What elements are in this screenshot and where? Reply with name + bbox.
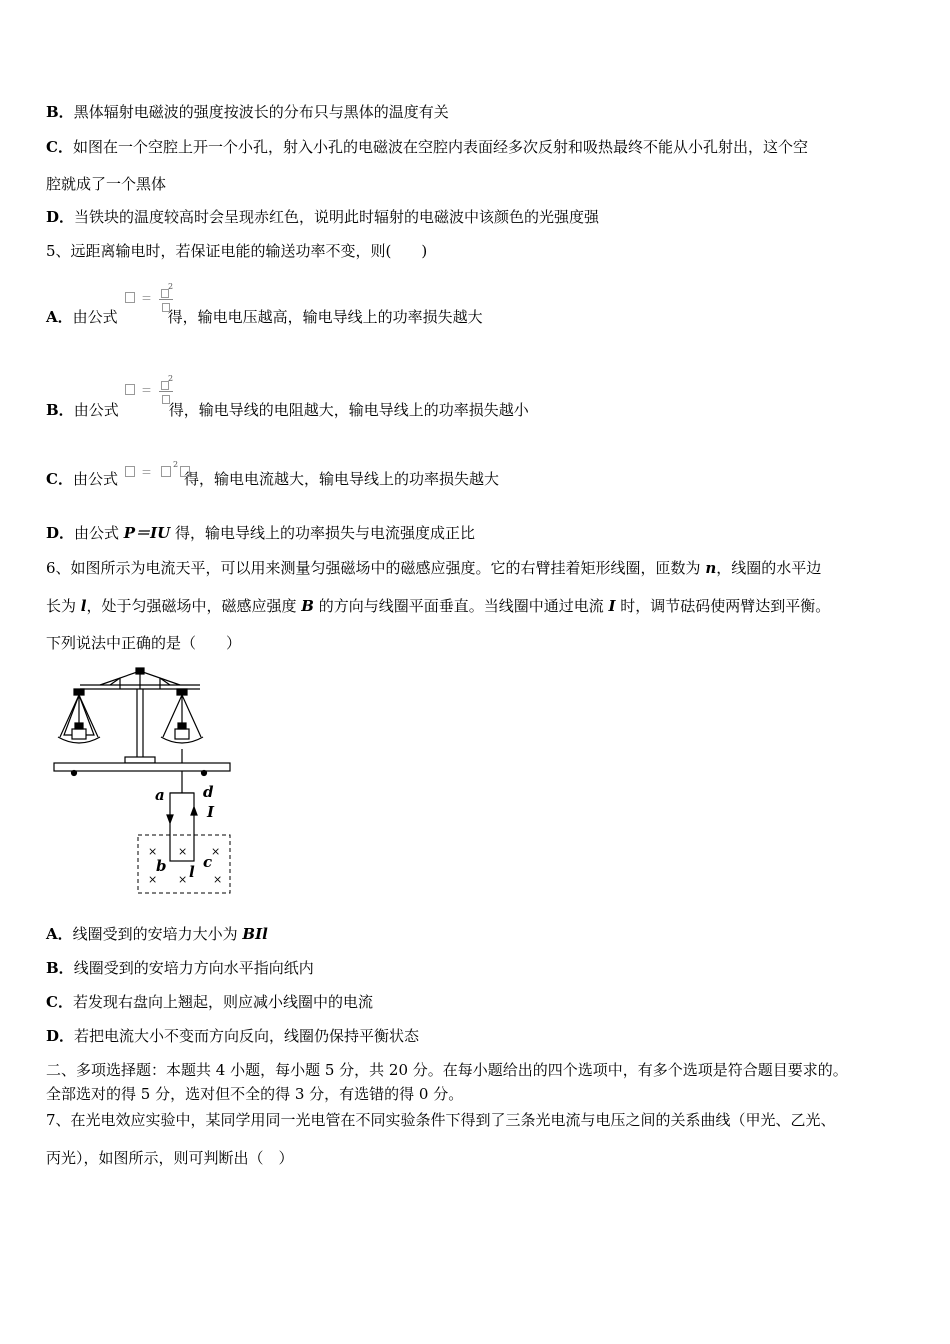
current-balance-figure — [50, 665, 240, 900]
field-cross: × — [178, 845, 188, 858]
fraction-bar — [159, 391, 173, 392]
q6-option-a — [46, 924, 268, 944]
stem-text: 下列说法中正确的是（ ） — [46, 634, 242, 652]
option-text: 线圈受到的安培力方向水平指向纸内 — [73, 959, 314, 977]
formula-exp: 2 — [168, 282, 174, 291]
formula-exp: 2 — [173, 460, 179, 469]
option-text: 得，输电电流越大，输电导线上的功率损失越大 — [183, 470, 499, 488]
stem-text: 6、如图所示为电流天平，可以用来测量匀强磁场中的磁感应强度。它的右臂挂着矩形线圈，匝数为 — [46, 559, 706, 577]
q5-option-d — [46, 523, 475, 543]
q6-stem-line-1 — [46, 558, 821, 578]
option-label: B． — [46, 103, 74, 121]
formula-eq: ＝ — [141, 292, 152, 305]
label-d: d — [203, 783, 214, 801]
option-text: 得，输电电压越高，输电导线上的功率损失越大 — [167, 308, 483, 326]
option-prefix: 由公式 — [74, 524, 124, 542]
option-label: C． — [46, 993, 73, 1011]
label-c: c — [203, 853, 213, 871]
option-text: 若把电流大小不变而方向反向，线圈仍保持平衡状态 — [74, 1027, 420, 1045]
balance-base — [54, 749, 230, 776]
left-pan — [58, 689, 100, 743]
field-cross: × — [148, 873, 158, 886]
formula-exp: 2 — [168, 374, 174, 383]
q6-option-c — [46, 992, 373, 1012]
option-prefix: 由公式 — [73, 401, 119, 419]
q5-option-a — [46, 307, 483, 327]
section-2-heading-2 — [46, 1084, 463, 1104]
option-label: A． — [46, 925, 73, 943]
q4-option-d — [46, 207, 599, 227]
right-pan — [161, 689, 203, 743]
label-l: l — [189, 863, 195, 881]
field-cross: × — [148, 845, 158, 858]
stem-text: 时，调节砝码使两臂达到平衡。 — [615, 597, 831, 615]
var-I: I — [608, 597, 616, 615]
stem-text: 丙光），如图所示，则可判断出（ ） — [46, 1149, 294, 1167]
field-cross: × — [213, 873, 223, 886]
formula-r-glyph — [180, 466, 190, 477]
formula-c — [125, 460, 191, 484]
formula-lhs-glyph — [125, 292, 135, 303]
option-text: 得，输电导线的电阻越大，输电导线上的功率损失越小 — [168, 401, 529, 419]
formula: BIl — [242, 925, 268, 943]
option-text: 黑体辐射电磁波的强度按波长的分布只与黑体的温度有关 — [73, 103, 449, 121]
section-text: 二、多项选择题：本题共 4 小题，每小题 5 分，共 20 分。在每小题给出的四个选项中，有多个选项是符合题目要求的。 — [46, 1061, 848, 1079]
var-n: n — [705, 559, 717, 577]
field-cross: × — [211, 845, 221, 858]
stem-text: ，线圈的水平边 — [716, 559, 822, 577]
option-text: 如图在一个空腔上开一个小孔，射入小孔的电磁波在空腔内表面经多次反射和吸热最终不能从小孔射出，这个空 — [72, 138, 808, 156]
option-label: D． — [46, 208, 75, 226]
q6-stem-line-2 — [46, 596, 830, 616]
var-l: l — [80, 597, 87, 615]
stem-text: 的方向与线圈平面垂直。当线圈中通过电流 — [313, 597, 609, 615]
balance-post — [125, 689, 155, 763]
q5-stem — [46, 241, 427, 261]
option-text: 当铁块的温度较高时会呈现赤红色，说明此时辐射的电磁波中该颜色的光强度强 — [74, 208, 600, 226]
section-2-heading-1 — [46, 1060, 848, 1080]
option-label: B． — [46, 401, 74, 419]
label-b: b — [156, 857, 167, 875]
var-B: B — [301, 597, 314, 615]
option-label: D． — [46, 524, 75, 542]
option-label: A． — [46, 308, 73, 326]
stem-text: 7、在光电效应实验中，某同学用同一光电管在不同实验条件下得到了三条光电流与电压之间的关系曲线（甲光、乙光、 — [46, 1111, 836, 1129]
option-text: 若发现右盘向上翘起，则应减小线圈中的电流 — [72, 993, 373, 1011]
formula-den-glyph — [162, 395, 170, 404]
formula-i-glyph — [161, 466, 171, 477]
q4-option-c — [46, 137, 808, 157]
section-text: 全部选对的得 5 分，选对但不全的得 3 分，有选错的得 0 分。 — [46, 1085, 464, 1103]
stem-text: 长为 — [46, 597, 81, 615]
q7-stem-line-2 — [46, 1148, 294, 1168]
formula-b — [125, 374, 174, 412]
option-text: 线圈受到的安培力大小为 — [72, 925, 243, 943]
option-text: 腔就成了一个黑体 — [46, 175, 167, 193]
option-label: D． — [46, 1027, 75, 1045]
question-stem: 5、远距离输电时，若保证电能的输送功率不变，则( ) — [46, 242, 428, 260]
field-cross: × — [178, 873, 188, 886]
option-label: C． — [46, 470, 73, 488]
q4-option-c-cont — [46, 174, 166, 194]
formula-a — [125, 282, 174, 320]
label-a: a — [155, 786, 165, 804]
q5-option-c — [46, 469, 499, 489]
q6-stem-line-3 — [46, 633, 241, 653]
q4-option-b — [46, 102, 449, 122]
formula-lhs-glyph — [125, 466, 135, 477]
formula-den-glyph — [162, 303, 170, 312]
formula-eq: ＝ — [141, 466, 152, 479]
formula: P＝IU — [123, 524, 171, 542]
label-I: I — [207, 803, 215, 821]
option-text: 得，输电导线上的功率损失与电流强度成正比 — [170, 524, 475, 542]
option-prefix: 由公式 — [72, 308, 118, 326]
formula-eq: ＝ — [141, 384, 152, 397]
q5-option-b — [46, 400, 529, 420]
option-label: C． — [46, 138, 73, 156]
balance-beam — [80, 668, 200, 689]
fraction-bar — [159, 299, 173, 300]
q7-stem-line-1 — [46, 1110, 836, 1130]
option-label: B． — [46, 959, 74, 977]
option-prefix: 由公式 — [72, 470, 118, 488]
q6-option-d — [46, 1026, 419, 1046]
stem-text: ，处于匀强磁场中，磁感应强度 — [86, 597, 302, 615]
formula-lhs-glyph — [125, 384, 135, 395]
q6-option-b — [46, 958, 314, 978]
